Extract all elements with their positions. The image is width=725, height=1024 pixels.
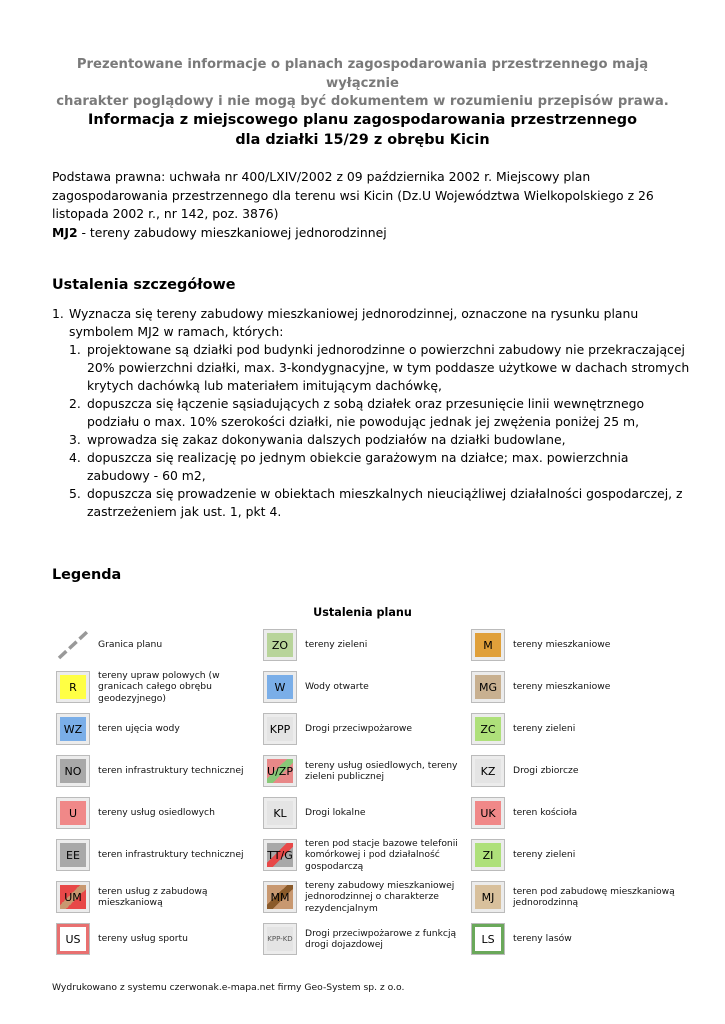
legend-code: TT/G: [267, 848, 293, 862]
legend-symbol: [264, 924, 296, 954]
legend-label: teren usług z zabudową mieszkaniową: [98, 885, 208, 908]
legend-label: tereny zabudowy mieszkaniowej jednorodzinnej o charakterze rezydencjalnym: [305, 879, 455, 914]
legend-code: U: [68, 806, 78, 820]
rule-item-text: projektowane są działki pod budynki jednorodzinne o powierzchni zabudowy nie przekraczającej 20% powierzchni działki, max. 3-kondygnacyjne, w tym poddasze użytkowe w dachach stromych krytych dachówką lub materiałem imitującym dachówkę,: [87, 342, 690, 393]
legend-symbol: [57, 672, 89, 702]
legend-symbol: [264, 882, 296, 912]
legend-label: Drogi przeciwpożarowe z funkcją drogi dojazdowej: [305, 927, 457, 950]
legend-code: KL: [273, 806, 287, 820]
legend-item: [57, 712, 257, 746]
legend-code: WZ: [63, 722, 83, 736]
legend-label: tereny upraw polowych (w granicach całego obrębu geodezyjnego): [98, 669, 220, 704]
legend-row: [57, 796, 697, 830]
legend-row: [57, 628, 697, 662]
legend-item: [264, 754, 464, 788]
legend-code: KPP-KD: [267, 935, 293, 943]
zone-symbol: MJ2: [52, 224, 78, 240]
legend-label: tereny usług osiedlowych, tereny zieleni publicznej: [305, 759, 458, 782]
legend-symbol: [264, 798, 296, 828]
legend-symbol: [57, 924, 89, 954]
legend-symbol: [264, 840, 296, 870]
disclaimer: [40, 56, 685, 112]
legend-code: EE: [66, 848, 80, 862]
rule-sublist: [69, 341, 692, 521]
legend-symbol: [264, 630, 296, 660]
legend-label: tereny zieleni: [513, 723, 576, 735]
rule-item-text: dopuszcza się realizację po jednym obiekcie garażowym na działce; max. powierzchnia zabudowy - 60 m2,: [87, 450, 629, 483]
legend-label: tereny mieszkaniowe: [513, 681, 611, 693]
legend-item: [264, 838, 464, 872]
rule-item-number: 4.: [69, 450, 81, 465]
rule-item: [69, 449, 692, 485]
legend-symbol: [264, 672, 296, 702]
legend-item: [264, 670, 464, 704]
legend-symbol: [264, 756, 296, 786]
legend-item: [57, 838, 257, 872]
legend-code: ZI: [482, 848, 494, 862]
legend-code: UK: [480, 806, 496, 820]
legend-item: [472, 670, 697, 704]
legend-row: [57, 838, 697, 872]
page-title: [40, 110, 685, 150]
legend-code: U/ZP: [267, 764, 293, 778]
rule-main: [52, 305, 692, 341]
disclaimer-line-2: charakter poglądowy i nie mogą być dokumentem w rozumieniu przepisów prawa.: [56, 94, 669, 109]
legend-code: R: [69, 680, 77, 694]
legend-symbol: [472, 840, 504, 870]
legend-label: Wody otwarte: [305, 681, 369, 693]
legend-symbol: [472, 924, 504, 954]
legend-code: MG: [478, 680, 497, 694]
legend-code: NO: [64, 764, 82, 778]
legend-item: [472, 922, 697, 956]
legend-item: [264, 880, 464, 914]
rule-item-number: 3.: [69, 432, 81, 447]
legend-item: [472, 838, 697, 872]
legend-label: teren pod stacje bazowe telefonii komórkowej i pod działalność gospodarczą: [305, 837, 458, 872]
plan-boundary-icon: [57, 630, 89, 660]
legend-item: [472, 628, 697, 662]
legend-symbol: [57, 840, 89, 870]
legend-label: teren ujęcia wody: [98, 723, 180, 735]
legend-symbol: [472, 756, 504, 786]
legend-label: tereny usług sportu: [98, 933, 188, 945]
rule-item-number: 2.: [69, 396, 81, 411]
legend-label: Granica planu: [98, 639, 163, 651]
legend-code: LS: [481, 932, 495, 946]
legend-row: [57, 922, 697, 956]
legend-label: Drogi przeciwpożarowe: [305, 723, 413, 735]
rule-item: [69, 341, 692, 395]
legend-code: W: [274, 680, 286, 694]
legend-symbol: [264, 714, 296, 744]
legend-code: UM: [64, 890, 82, 904]
legend-code: ZC: [480, 722, 496, 736]
legend-symbol: [472, 630, 504, 660]
legend-item: [472, 754, 697, 788]
rule-item: [69, 431, 692, 449]
legend-code: US: [65, 932, 81, 946]
rule-item-text: dopuszcza się prowadzenie w obiektach mieszkalnych nieuciążliwej działalności gospodarczej, z zastrzeżeniem jak ust. 1, pkt 4.: [87, 486, 683, 519]
disclaimer-line-1: Prezentowane informacje o planach zagospodarowania przestrzennego mają wyłącznie: [76, 57, 649, 91]
legend-label: tereny mieszkaniowe: [513, 639, 611, 651]
rule-item-text: wprowadza się zakaz dokonywania dalszych podziałów na działki budowlane,: [87, 432, 566, 447]
legend-item: [472, 796, 697, 830]
title-line-2: dla działki 15/29 z obrębu Kicin: [235, 132, 490, 148]
legend-symbol: [57, 798, 89, 828]
legend-item: [57, 880, 257, 914]
rule-main-text: Wyznacza się tereny zabudowy mieszkaniowej jednorodzinnej, oznaczone na rysunku planu symbolem MJ2 w ramach, których:: [69, 306, 639, 339]
legend-row: [57, 754, 697, 788]
legend-item: [264, 796, 464, 830]
rule-item: [69, 395, 692, 431]
legend-symbol: [57, 714, 89, 744]
legend-label: tereny lasów: [513, 933, 572, 945]
legend-item: [57, 922, 257, 956]
legend-item: [264, 628, 464, 662]
legend-item: [57, 670, 257, 704]
legend-symbol: [57, 882, 89, 912]
rule-item-number: 1.: [69, 342, 81, 357]
legend-symbol: [57, 756, 89, 786]
legend-item: [264, 712, 464, 746]
section-heading-details: Ustalenia szczegółowe: [52, 277, 236, 293]
legend-code: MJ: [481, 890, 495, 904]
legend-code: KZ: [480, 764, 496, 778]
legend-label: teren infrastruktury technicznej: [98, 849, 244, 861]
legend-symbol: [472, 714, 504, 744]
legend-row: [57, 712, 697, 746]
legend-symbol: [472, 798, 504, 828]
section-heading-legend: Legenda: [52, 567, 122, 583]
legend-code: MM: [270, 890, 290, 904]
legend-code: KPP: [269, 722, 291, 736]
zone-symbol-description: - tereny zabudowy mieszkaniowej jednorodzinnej: [77, 224, 387, 240]
legend-item: [57, 796, 257, 830]
legend-label: Drogi zbiorcze: [513, 765, 579, 777]
legal-basis: [52, 168, 682, 242]
footer-note: Wydrukowano z systemu czerwonak.e-mapa.net firmy Geo-System sp. z o.o.: [52, 982, 405, 993]
rule-main-number: 1.: [52, 306, 64, 321]
legend-item: [57, 628, 257, 662]
rule-item: [69, 485, 692, 521]
rule-item-number: 5.: [69, 486, 81, 501]
legend-label: tereny zieleni: [513, 849, 576, 861]
legend-label: teren pod zabudowę mieszkaniową jednorodzinną: [513, 885, 675, 908]
legend-label: tereny zieleni: [305, 639, 368, 651]
legend-symbol: [472, 672, 504, 702]
legend-label: teren infrastruktury technicznej: [98, 765, 244, 777]
legend-symbol: [57, 630, 89, 660]
legend-code: M: [483, 638, 493, 652]
zone-symbol-line: [52, 224, 682, 243]
legend-label: tereny usług osiedlowych: [98, 807, 215, 819]
legend-label: teren kościoła: [513, 807, 578, 819]
legend-code: ZO: [271, 638, 289, 652]
legend-item: [57, 754, 257, 788]
legend-item: [472, 880, 697, 914]
legend-symbol: [472, 882, 504, 912]
legend-row: [57, 880, 697, 914]
legend-subheading: Ustalenia planu: [313, 606, 412, 619]
rules-list: [52, 305, 692, 521]
legend-item: [472, 712, 697, 746]
legend-label: Drogi lokalne: [305, 807, 366, 819]
legend-row: [57, 670, 697, 704]
legal-basis-text: Podstawa prawna: uchwała nr 400/LXIV/2002 z 09 października 2002 r. Miejscowy plan zagospodarowania przestrzennego dla terenu wsi Kicin (Dz.U Województwa Wielkopolskiego z 26 listopada 2002 r., nr 142, poz. 3876): [52, 169, 654, 221]
legend-item: [264, 922, 464, 956]
title-line-1: Informacja z miejscowego planu zagospodarowania przestrzennego: [88, 112, 637, 128]
rule-item-text: dopuszcza się łączenie sąsiadujących z sobą działek oraz przesunięcie linii wewnętrznego podziału o max. 10% szerokości działki, nie powodując jednak jej zwężenia poniżej 25 m,: [87, 396, 645, 429]
